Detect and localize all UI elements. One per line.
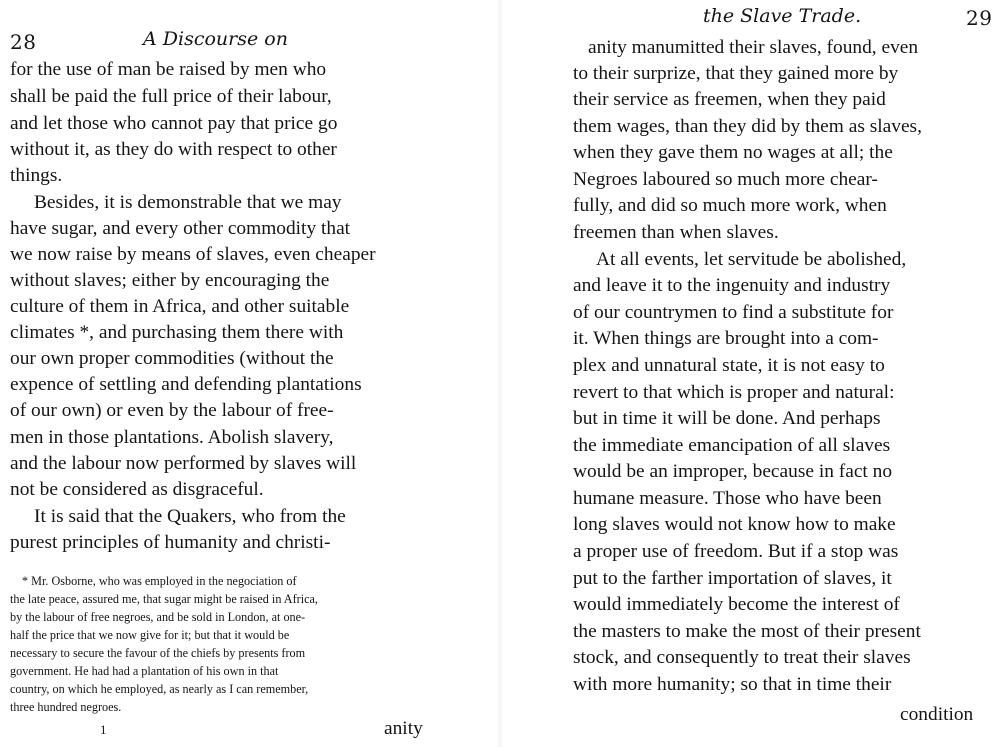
text-line: of our countrymen to find a substitute for — [573, 302, 894, 323]
text-line: things. — [10, 165, 63, 186]
text-line: to their surprize, that they gained more by — [573, 63, 899, 84]
footnote-line: half the price that we now give for it; but that it would be — [10, 628, 290, 642]
text-line: culture of them in Africa, and other suitable — [10, 296, 350, 317]
text-line: would immediately become the interest of — [573, 594, 900, 615]
text-line: with more humanity; so that in time their — [573, 674, 892, 695]
text-line: and leave it to the ingenuity and industry — [573, 275, 891, 296]
text-line: stock, and consequently to treat their slaves — [573, 647, 911, 668]
text-line: anity manumitted their slaves, found, even — [588, 37, 919, 58]
left-page-number: 28 — [10, 30, 37, 54]
text-line: without it, as they do with respect to other — [10, 139, 337, 160]
text-line: it. When things are brought into a com- — [573, 328, 879, 349]
text-line: but in time it will be done. And perhaps — [573, 408, 881, 429]
left-running-head: A Discourse on — [143, 28, 288, 50]
footnote-line: necessary to secure the favour of the chiefs by presents from — [10, 646, 306, 660]
text-line: purest principles of humanity and christi- — [10, 532, 331, 553]
text-line: the masters to make the most of their present — [573, 621, 921, 642]
text-line: expence of settling and defending plantations — [10, 374, 362, 395]
text-line: their service as freemen, when they paid — [573, 89, 886, 110]
footnote-line: three hundred negroes. — [10, 700, 122, 714]
text-line: not be considered as disgraceful. — [10, 479, 264, 500]
text-line: put to the farther importation of slaves, it — [573, 568, 892, 589]
text-line: our own proper commodities (without the — [10, 348, 334, 369]
right-page — [500, 0, 1000, 747]
text-line: men in those plantations. Abolish slavery, — [10, 427, 334, 448]
text-line: revert to that which is proper and natural: — [573, 382, 895, 403]
catchword: anity — [384, 718, 423, 739]
text-line: freemen than when slaves. — [573, 222, 779, 243]
text-line: them wages, than they did by them as slaves, — [573, 116, 922, 137]
text-line: have sugar, and every other commodity that — [10, 218, 351, 239]
text-line: Negroes laboured so much more chear- — [573, 169, 878, 190]
signature-mark: 1 — [100, 722, 107, 737]
text-line: It is said that the Quakers, who from the — [34, 506, 346, 527]
text-line: of our own) or even by the labour of free- — [10, 400, 334, 421]
text-line: and let those who cannot pay that price go — [10, 113, 338, 134]
right-page-number: 29 — [966, 6, 993, 30]
text-line: when they gave them no wages at all; the — [573, 142, 893, 163]
footnote-line: country, on which he employed, as nearly as I can remember, — [10, 682, 309, 696]
text-line: we now raise by means of slaves, even cheaper — [10, 244, 376, 265]
text-line: long slaves would not know how to make — [573, 514, 896, 535]
text-line: shall be paid the full price of their labour, — [10, 86, 332, 107]
text-line: for the use of man be raised by men who — [10, 59, 327, 80]
text-line: without slaves; either by encouraging the — [10, 270, 330, 291]
footnote-line: * Mr. Osborne, who was employed in the negociation of — [22, 574, 297, 588]
text-line: a proper use of freedom. But if a stop was — [573, 541, 899, 562]
right-running-head: the Slave Trade. — [703, 5, 862, 27]
text-line: plex and unnatural state, it is not easy to — [573, 355, 885, 376]
text-line: would be an improper, because in fact no — [573, 461, 893, 482]
text-line: climates *, and purchasing them there with — [10, 322, 344, 343]
footnote-line: the late peace, assured me, that sugar might be raised in Africa, — [10, 592, 318, 606]
text-line: humane measure. Those who have been — [573, 488, 882, 509]
footnote-line: by the labour of free negroes, and be sold in London, at one- — [10, 610, 306, 624]
text-line: and the labour now performed by slaves will — [10, 453, 357, 474]
footnote-line: government. He had had a plantation of his own in that — [10, 664, 279, 678]
text-line: At all events, let servitude be abolished, — [596, 249, 907, 270]
text-line: Besides, it is demonstrable that we may — [34, 192, 342, 213]
text-line: fully, and did so much more work, when — [573, 195, 887, 216]
text-line: the immediate emancipation of all slaves — [573, 435, 891, 456]
catchword: condition — [900, 704, 974, 725]
